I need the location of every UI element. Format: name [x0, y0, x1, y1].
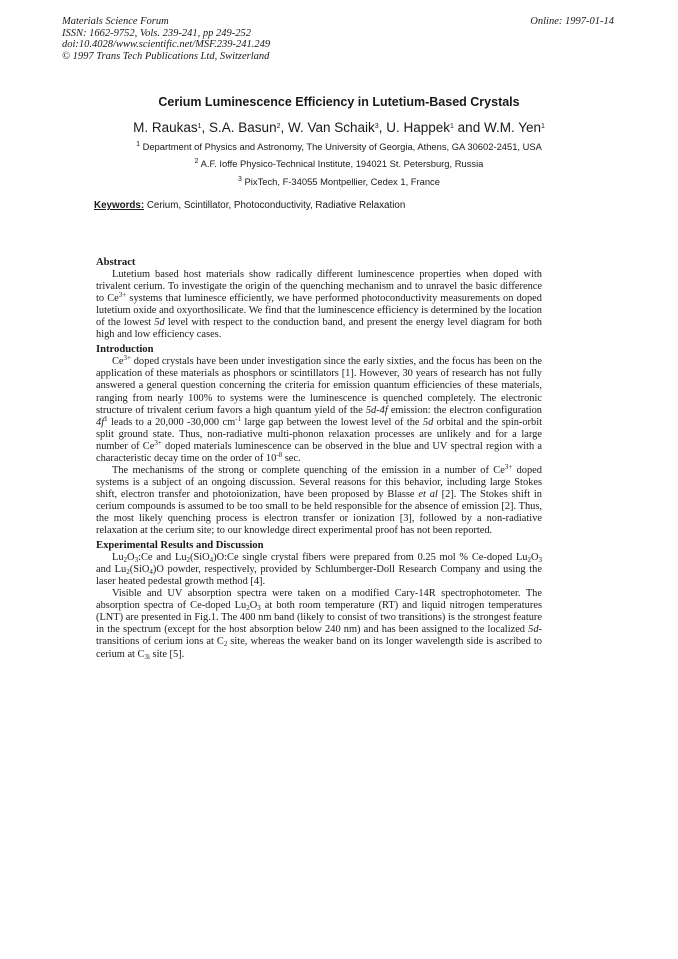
body-text	[96, 257, 542, 661]
author-affil-sup: 1	[541, 123, 545, 130]
experimental-paragraph-2: Visible and UV absorption spectra were taken on a modified Cary-14R spectrophotometer. The absorption spectra of Ce-doped $Lu_2O_3$ at both room temperature (RT) and liquid nitrogen temperatures (LNT) are presented in Fig.1. The 400 nm band (likely to consist of two transitions) is the strongest feature in the spectrum (except for the host absorption below 240 nm) and has been assigned to the localized 5d-transitions of cerium ions at $C_2$ site, whereas the weaker band on its longer wavelength side is ascribed to cerium at $C_{3i}$ site [5].	[96, 588, 542, 661]
author-conjunction: and	[453, 120, 484, 135]
copyright-line: © 1997 Trans Tech Publications Ltd, Switzerland	[62, 50, 270, 62]
experimental-heading: Experimental Results and Discussion	[96, 540, 264, 552]
abstract-paragraph: Lutetium based host materials show radically different luminescence properties when doped with trivalent cerium. To investigate the origin of the quenching mechanism and to unravel the basic difference to $Ce^{3+}$ systems that luminesce efficiently, we have performed photoconductivity measurements on doped lutetium oxide and oxyorthosilicate. We find that the luminescence efficiency is determined by the location of the lowest 5d level with respect to the conduction band, and present the energy level diagram for both high and low efficiency cases.	[96, 269, 542, 341]
affiliation-text: PixTech, F-34055 Montpellier, Cedex 1, France	[244, 176, 440, 187]
affiliation-2	[0, 158, 678, 169]
author-list: M. Raukas$^1$, S.A. Basun$^2$, W. Van Schaik$^3$, U. Happek$^1$ and W.M. Yen$^1$	[133, 120, 545, 135]
author: W. Van Schaik	[288, 120, 375, 135]
affiliation-sup: 1	[136, 141, 140, 148]
affiliation-sup: 2	[194, 158, 199, 165]
experimental-paragraph-1: $Lu_2O_3:Ce$ and $Lu_2(SiO_4)O:Ce$ single crystal fibers were prepared from 0.25 mol % Ce-doped $Lu_2O_3$ and $Lu_2(SiO_4)O$ powder, respectively, provided by Schlumberger-Doll Research Company and using the laser heated pedestal growth method [4].	[96, 552, 543, 588]
journal-name: Materials Science Forum	[62, 16, 169, 27]
keywords-label: Keywords:	[94, 200, 145, 211]
introduction-heading: Introduction	[96, 344, 154, 356]
journal-header	[62, 16, 270, 62]
affiliation-sup: 3	[238, 176, 242, 183]
doi-line[interactable]: doi:10.4028/www.scientific.net/MSF.239-241.249	[62, 39, 271, 50]
abstract-heading: Abstract	[96, 257, 136, 268]
author: W.M. Yen	[483, 120, 541, 135]
issn-line: ISSN: 1662-9752, Vols. 239-241, pp 249-252	[62, 27, 251, 39]
affiliation-1	[0, 141, 678, 152]
author: M. Raukas	[133, 120, 198, 135]
author-affil-sup: 3	[374, 123, 379, 130]
keywords-text: Cerium, Scintillator, Photoconductivity, Radiative Relaxation	[144, 200, 406, 211]
affiliation-text: A.F. Ioffe Physico-Technical Institute, 194021 St. Petersburg, Russia	[200, 158, 484, 169]
author-affil-sup: 2	[276, 123, 281, 130]
affiliation-3	[0, 176, 678, 187]
author-affil-sup: 1	[197, 123, 202, 130]
intro-paragraph-2: The mechanisms of the strong or complete quenching of the emission in a number of $Ce^{3+}$ doped systems is a subject of an ongoing discussion. Several reasons for this behavior, including large Stokes shift, electron transfer and photoionization, have been proposed by Blasse et al [2]. The Stokes shift in cerium compounds is assumed to be too small to be held responsible for the absence of emission [2]. Thus, the most likely quenching process is electron transfer or ionization [3], followed by a non-radiative relaxation at the cerium site; to our knowledge direct experimental proof has not been reported.	[96, 462, 543, 537]
author: S.A. Basun	[209, 120, 277, 135]
keywords	[94, 200, 405, 211]
author-affil-sup: 1	[450, 123, 454, 130]
online-date: Online: 1997-01-14	[530, 16, 614, 27]
paper-title: Cerium Luminescence Efficiency in Lutetium-Based Crystals	[158, 95, 520, 109]
intro-paragraph-1: $Ce^{3+}$ doped crystals have been under investigation since the early sixties, and the focus has been on the application of these materials as phosphors or scintillators [1]. However, 30 years of research has not fully answered a general question concerning the criteria for emission quantum efficiencies of these materials, ranging from nearly 100% to systems were the luminescence is quenched completely. The electronic structure of trivalent cerium favors a high quantum yield of the 5d-4f emission: the electron configuration $4f^1$ leads to a 20,000 -30,000 $cm^{-1}$ large gap between the lowest level of the 5d orbital and the spin-orbit split ground state. Thus, non-radiative multi-phonon relaxation processes are unlikely and for a large number of $Ce^{3+}$ doped materials luminescence can be observed in the blue and UV spectral region with a characteristic decay time on the order of $10^{-8}$ sec.	[96, 354, 542, 464]
affiliation-text: Department of Physics and Astronomy, The University of Georgia, Athens, GA 30602-2451, USA	[142, 141, 542, 152]
author: U. Happek	[386, 120, 451, 135]
